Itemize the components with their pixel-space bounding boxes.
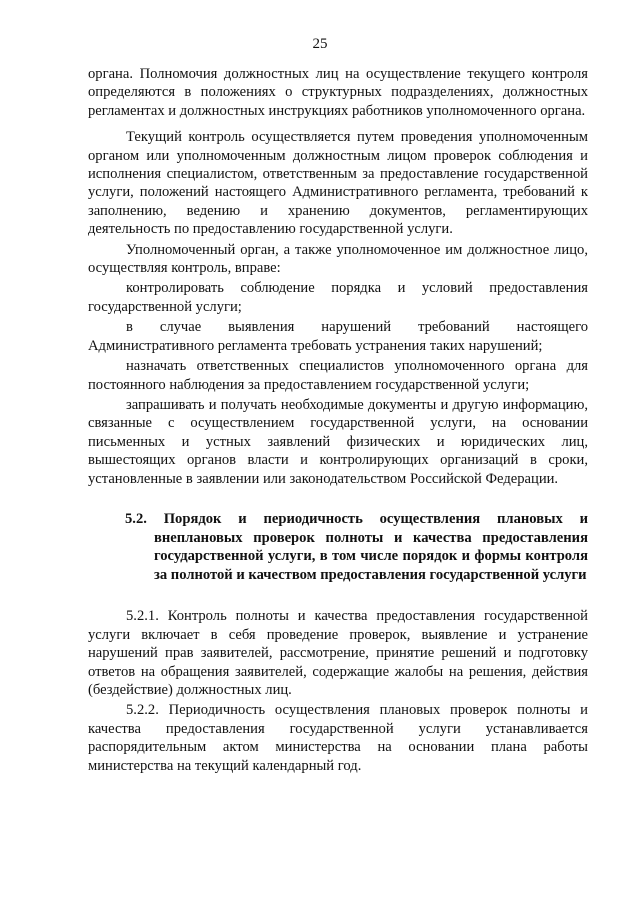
section-heading-5-2: 5.2. Порядок и периодичность осуществления плановых и внеплановых проверок полноты и качества предоставления государственной услуги, в том числе порядок и формы контроля за полнотой и качеством предоставления государственной услуги bbox=[125, 510, 588, 583]
paragraph-5-2-1: 5.2.1. Контроль полноты и качества предоставления государственной услуги включает в себя проведение проверок, выявление и устранение нарушений прав заявителей, рассмотрение, принятие решений и подготовку ответов на обращения заявителей, содержащие жалобы на решения, действия (бездействие) должностных лиц. bbox=[88, 608, 588, 698]
paragraph-right-assign: назначать ответственных специалистов уполномоченного органа для постоянного наблюдения за предоставлением государственной услуги; bbox=[88, 358, 588, 393]
paragraph-5-2-2: 5.2.2. Периодичность осуществления плановых проверок полноты и качества предоставления государственной услуги устанавливается распорядительным актом министерства на основании плана работы министерства на текущий календарный год. bbox=[88, 702, 588, 774]
paragraph-right-violations: в случае выявления нарушений требований настоящего Административного регламента требовать устранения таких нарушений; bbox=[88, 319, 588, 354]
paragraph-right-request: запрашивать и получать необходимые документы и другую информацию, связанные с осуществлением государственной услуги, на основании письменных и устных заявлений физических и юридических лиц, вышестоящих органов власти и контролирующих организаций в сроки, установленные в заявлении или законодательством Российской Федерации. bbox=[88, 396, 588, 487]
paragraph-rights-intro: Уполномоченный орган, а также уполномоченное им должностное лицо, осуществляя контроль, вправе: bbox=[88, 241, 588, 277]
paragraph-current-control: Текущий контроль осуществляется путем проведения уполномоченным органом или уполномоченным должностным лицом проверок соблюдения и исполнения специалистом, ответственным за предоставление государственной услуги, положений настоящего Административного регламента, требований к заполнению, ведению и хранению документов, регламентирующих деятельность по предоставлению государственной услуги. bbox=[88, 129, 588, 238]
document-body bbox=[88, 65, 588, 775]
page-number: 25 bbox=[312, 36, 328, 52]
paragraph-right-control: контролировать соблюдение порядка и условий предоставления государственной услуги; bbox=[88, 280, 588, 315]
paragraph-authority-duties: органа. Полномочия должностных лиц на осуществление текущего контроля определяются в положениях о структурных подразделениях, должностных регламентах и должностных инструкциях работников уполномоченного органа. bbox=[88, 66, 588, 119]
